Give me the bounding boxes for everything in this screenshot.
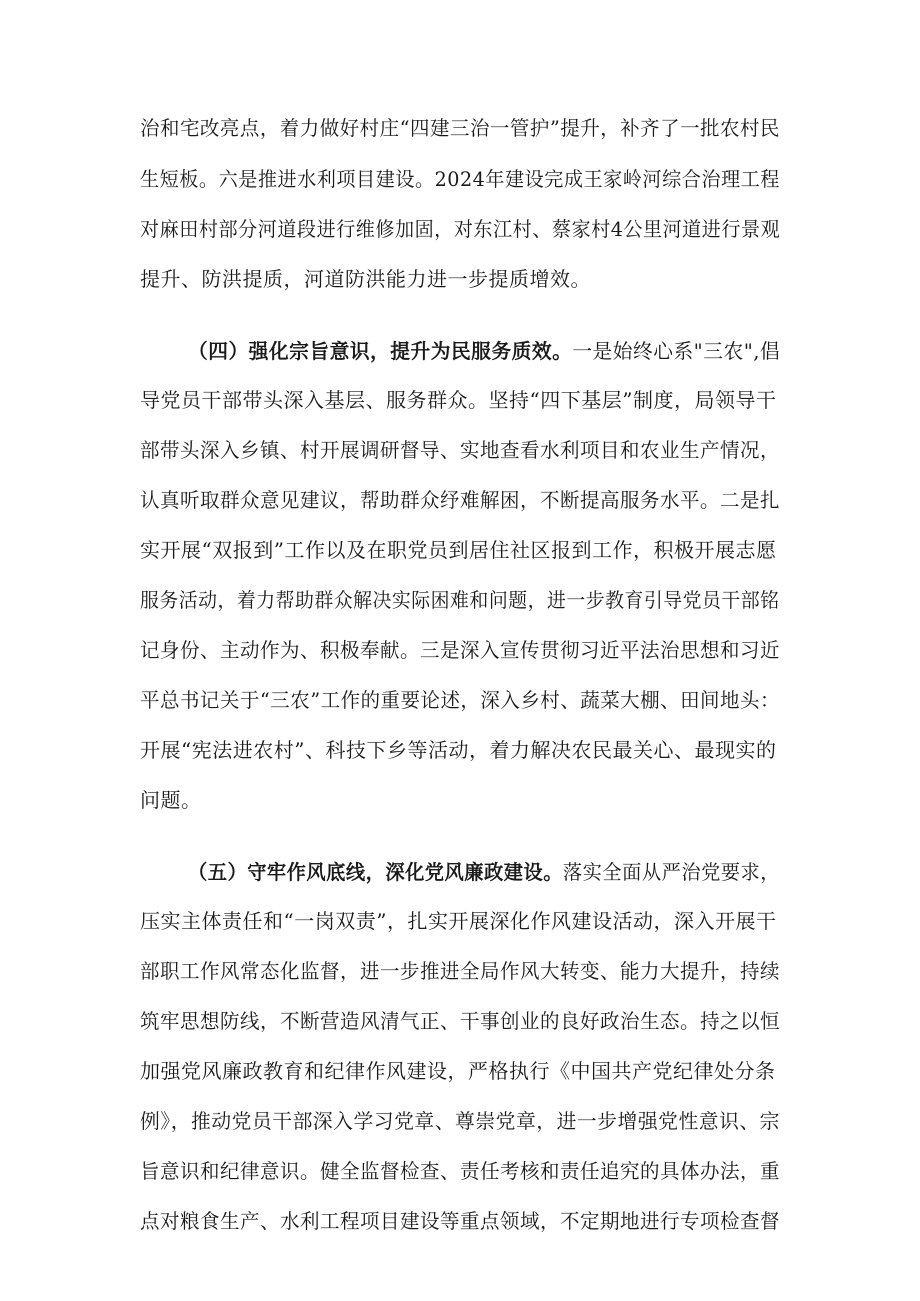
text-line: 点对粮食生产、水利工程项目建设等重点领域，不定期地进行专项检查督 — [140, 1209, 780, 1233]
text-line: 问题。 — [140, 788, 202, 812]
text-line: 开展“宪法进农村”、科技下乡等活动，着力解决农民最关心、最现实的 — [140, 738, 777, 762]
text-run: 落实全面从严治党要求， — [562, 860, 780, 884]
text-run: 一是始终心系"三农",倡 — [572, 339, 781, 363]
text-line: 实开展“双报到”工作以及在职党员到居住社区报到工作，积极开展志愿 — [140, 538, 777, 562]
text-line: 平总书记关于“三农”工作的重要论述，深入乡村、蔬菜大棚、田间地头： — [140, 688, 780, 712]
text-line: 治和宅改亮点，着力做好村庄“四建三治一管护”提升，补齐了一批农村民 — [140, 116, 780, 140]
text-line — [188, 338, 780, 364]
text-line: 导党员干部带头深入基层、服务群众。坚持“四下基层”制度，局领导干 — [140, 388, 777, 412]
text-line: 部带头深入乡镇、村开展调研督导、实地查看水利项目和农业生产情况， — [140, 438, 780, 462]
text-line: 服务活动，着力帮助群众解决实际困难和问题，进一步教育引导党员干部铭 — [140, 588, 780, 612]
text-line: 认真听取群众意见建议，帮助群众纾难解困，不断提高服务水平。二是扎 — [140, 488, 780, 512]
text-line: 对麻田村部分河道段进行维修加固，对东江村、蔡家村4公里河道进行景观 — [140, 217, 781, 241]
text-line: 生短板。六是推进水利项目建设。2024年建设完成王家岭河综合治理工程 — [140, 167, 780, 191]
text-line: 筑牢思想防线，不断营造风清气正、干事创业的良好政治生态。持之以恒 — [140, 1009, 780, 1033]
text-line: 旨意识和纪律意识。健全监督检查、责任考核和责任追究的具体办法，重 — [140, 1159, 780, 1183]
text-line: 记身份、主动作为、积极奉献。三是深入宣传贯彻习近平法治思想和习近 — [140, 638, 780, 662]
text-line: 例》，推动党员干部深入学习党章、尊崇党章，进一步增强党性意识、宗 — [140, 1109, 780, 1133]
section-heading: （四）强化宗旨意识，提升为民服务质效。 — [188, 339, 573, 363]
text-line: 部职工作风常态化监督，进一步推进全局作风大转变、能力大提升，持续 — [140, 959, 780, 983]
text-line: 压实主体责任和“一岗双责”，扎实开展深化作风建设活动，深入开展干 — [140, 909, 777, 933]
section-heading: （五）守牢作风底线，深化党风廉政建设。 — [188, 860, 563, 884]
text-line: 加强党风廉政教育和纪律作风建设，严格执行《中国共产党纪律处分条 — [140, 1059, 776, 1083]
text-line: 提升、防洪提质，河道防洪能力进一步提质增效。 — [140, 267, 591, 291]
text-line — [188, 859, 780, 885]
